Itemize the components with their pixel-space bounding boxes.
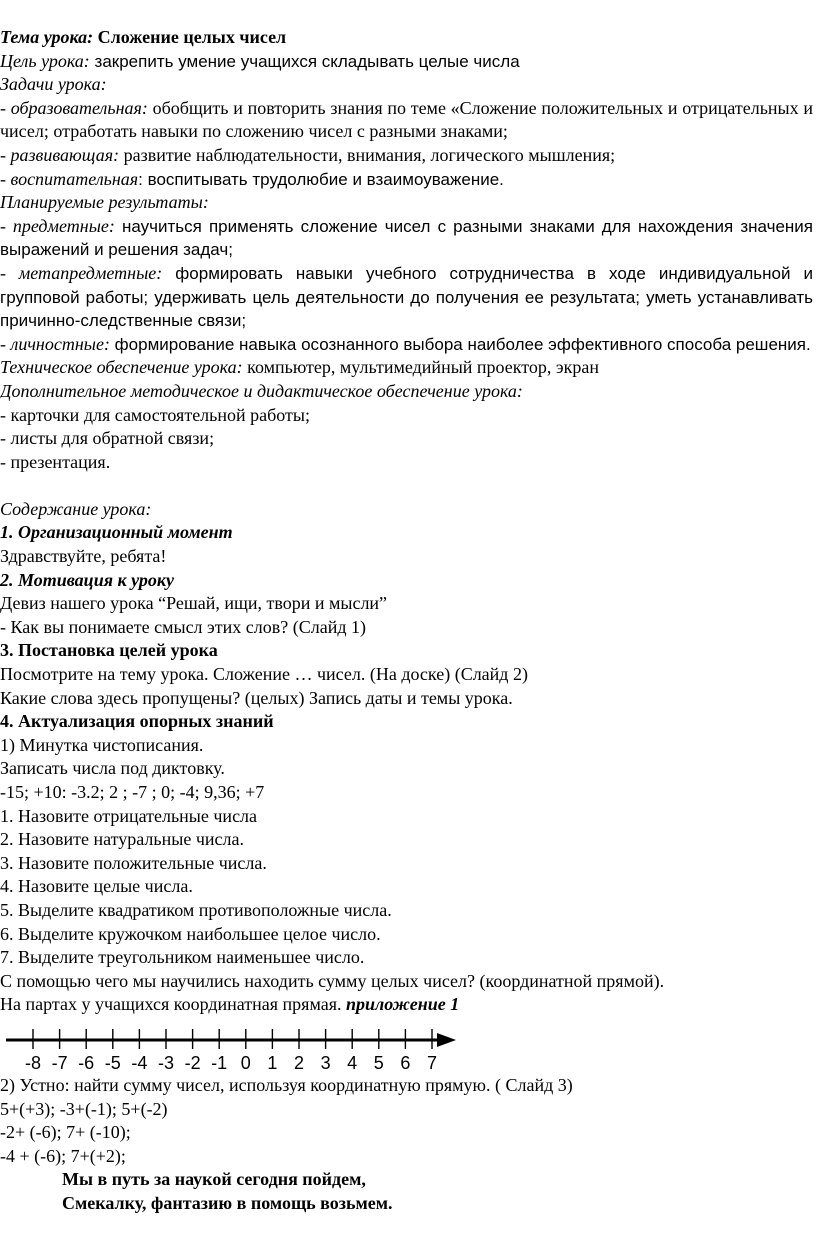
task-edu-value: обобщить и повторить знания по теме «Сложение положительных и отрицательных и чисел; отработать навыки по сложению чисел с разными знаками; [0,97,813,142]
tech-label: Техническое обеспечение урока: [0,357,243,378]
axis-tick-label: -4 [131,1052,148,1073]
extra-item: - презентация. [0,451,111,472]
result-meta [0,262,813,333]
blank-line [0,474,813,498]
lesson-plan-page [0,26,813,1216]
section-4-title: 4. Актуализация опорных знаний [0,711,274,732]
section-3-line: Какие слова здесь пропущены? (целых) Запись даты и темы урока. [0,687,513,708]
res-subj-value: научиться применять сложение чисел с разными знаками для нахождения значения выражений и решения задач; [0,216,813,260]
task-developing [0,144,813,168]
section-4-line: 3. Назовите положительные числа. [0,852,267,873]
extra-item: - листы для обратной связи; [0,428,215,449]
content-heading: Содержание урока: [0,498,152,519]
goal-line [0,50,813,74]
oral-line: -2+ (-6); 7+ (-10); [0,1122,131,1143]
res-pers-value: формирование навыка осознанного выбора наиболее эффективного способа решения. [109,334,811,354]
tasks-heading: Задачи урока: [0,74,107,95]
coordinate-line-graphic [0,1018,470,1054]
tech-value: компьютер, мультимедийный проектор, экран [242,357,599,378]
results-heading: Планируемые результаты: [0,192,209,213]
section-4-line: 1. Назовите отрицательные числа [0,805,258,826]
section-4-line: 4. Назовите целые числа. [0,876,193,897]
section-1-title: 1. Организационный момент [0,522,233,543]
section-4-line: С помощью чего мы научились находить сумму целых чисел? (координатной прямой). [0,970,665,991]
axis-arrow-icon [437,1033,456,1047]
section-4-line: 7. Выделите треугольником наименьшее число. [0,947,365,968]
coordinate-line-labels [0,1052,470,1076]
axis-tick-label: 5 [373,1052,384,1073]
topic-label: Тема урока: [0,27,94,47]
section-3-title: 3. Постановка целей урока [0,640,218,661]
desk-line [0,993,813,1017]
section-4-line: 1) Минутка чистописания. [0,734,204,755]
section-2-title: 2. Мотивация к уроку [0,569,174,590]
oral-line: 5+(+3); -3+(-1); 5+(-2) [0,1098,168,1119]
section-4-line: 5. Выделите квадратиком противоположные числа. [0,899,392,920]
axis-tick-label: -7 [51,1052,68,1073]
task-edu-label: - образовательная: [0,97,148,118]
task-educational [0,97,813,144]
task-dev-label: - развивающая: [0,144,120,165]
tech-line [0,356,813,380]
axis-tick-label: -1 [211,1052,228,1073]
section-2-line: Девиз нашего урока “Решай, ищи, твори и мысли” [0,593,388,614]
axis-tick-label: 4 [347,1052,358,1073]
result-personal [0,333,813,357]
axis-tick-label: -5 [104,1052,121,1073]
axis-tick-label: 6 [400,1052,411,1073]
extra-heading: Дополнительное методическое и дидактическое обеспечение урока: [0,380,523,401]
oral-line: -4 + (-6); 7+(+2); [0,1145,126,1166]
axis-tick-label: -6 [78,1052,95,1073]
section-4-line: -15; +10: -3.2; 2 ; -7 ; 0; -4; 9,36; +7 [0,782,265,802]
section-4-line: 2. Назовите натуральные числа. [0,829,244,850]
result-subject [0,215,813,262]
section-4-line: 6. Выделите кружочком наибольшее целое число. [0,923,381,944]
axis-tick-label: -2 [184,1052,201,1073]
res-subj-label: - предметные: [0,215,115,236]
res-meta-label: - метапредметные: [0,262,163,283]
task-up-label: - воспитательная [0,168,139,189]
axis-tick-label: 2 [293,1052,305,1073]
poem-line: Мы в путь за наукой сегодня пойдем, [62,1169,366,1190]
axis-tick-label: 3 [320,1052,331,1073]
axis-tick-label: -3 [157,1052,175,1073]
section-2-line: - Как вы понимаете смысл этих слов? (Слайд 1) [0,616,366,637]
section-1-text: Здравствуйте, ребята! [0,546,167,567]
goal-value: закрепить умение учащихся складывать целые числа [89,51,520,71]
axis-tick-label: 1 [267,1052,278,1073]
task-dev-value: развитие наблюдательности, внимания, логического мышления; [119,144,616,165]
poem-line: Смекалку, фантазию в помощь возьмем. [62,1192,393,1213]
coordinate-line [0,1018,813,1074]
oral-line: 2) Устно: найти сумму чисел, используя координатную прямую. ( Слайд 3) [0,1074,573,1095]
goal-label: Цель урока: [0,50,90,71]
topic-value: Сложение целых чисел [93,27,287,47]
topic-line [0,26,813,50]
res-meta-value: формировать навыки учебного сотрудничества в ходе индивидуальной и групповой работы; удерживать цель деятельности до получения ее результата; уметь устанавливать причинно-следственные связи; [0,263,813,331]
axis-tick-label: -8 [24,1052,42,1073]
appendix-label: приложение 1 [346,994,460,1015]
section-3-line: Посмотрите на тему урока. Сложение … чисел. (На доске) (Слайд 2) [0,664,528,685]
task-up-value: : воспитывать трудолюбие и взаимоуважение. [138,169,504,189]
res-pers-label: - личностные: [0,333,110,354]
section-4-line: Записать числа под диктовку. [0,758,225,779]
extra-item: - карточки для самостоятельной работы; [0,404,311,425]
task-upbringing [0,168,813,192]
axis-tick-label: 7 [426,1052,438,1073]
axis-tick-label: 0 [240,1052,251,1073]
desk-text: На партах у учащихся координатная прямая. [0,994,346,1015]
